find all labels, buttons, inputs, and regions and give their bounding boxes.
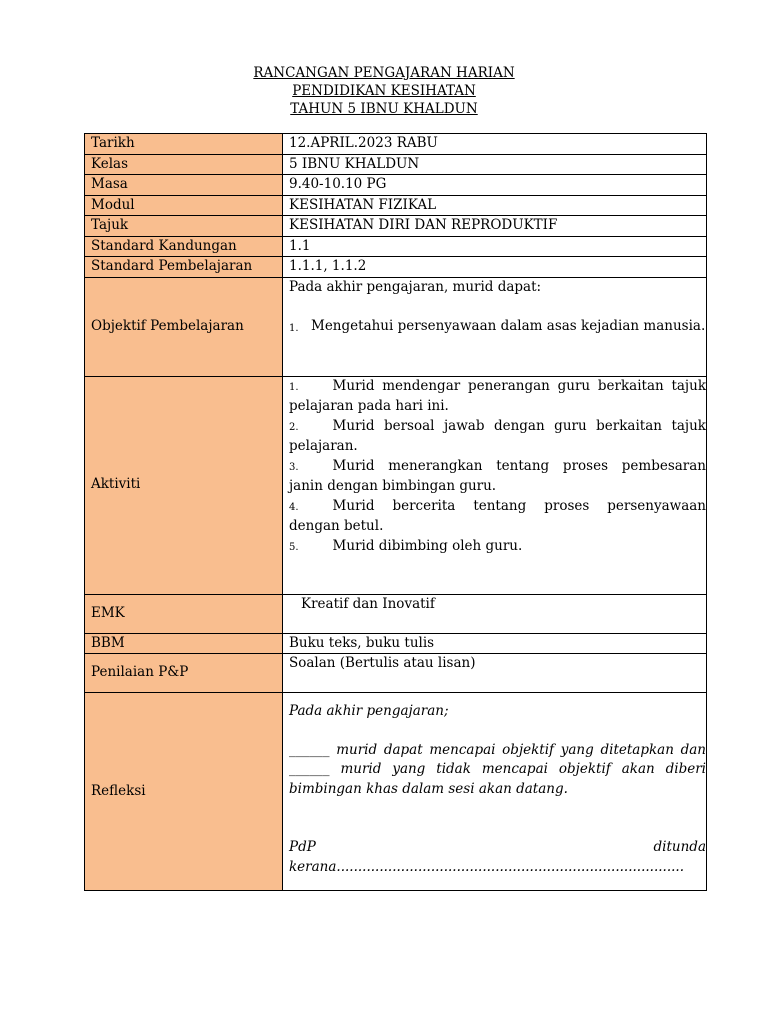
row-penilaian — [85, 654, 707, 693]
label-objektif: Objektif Pembelajaran — [85, 277, 283, 376]
value-emk — [283, 594, 707, 633]
lesson-plan-table — [84, 133, 707, 891]
aktiviti-item-number: 3. — [289, 461, 299, 473]
row-objektif — [85, 277, 707, 376]
aktiviti-item-text: Murid dibimbing oleh guru. — [332, 537, 523, 554]
label-penilaian: Penilaian P&P — [85, 654, 283, 693]
row-aktiviti — [85, 376, 707, 594]
aktiviti-item — [289, 537, 706, 558]
row-standard-pembelajaran — [85, 257, 707, 278]
refleksi-intro — [289, 702, 706, 722]
refleksi-pdp-right: ditunda — [653, 839, 706, 855]
label-standard-pembelajaran: Standard Pembelajaran — [85, 257, 283, 278]
refleksi-body-text: ______ murid dapat mencapai objektif yang ditetapkan dan ______ murid yang tidak mencapai objektif akan diberi bimbingan khas dalam sesi akan datang. — [289, 741, 706, 797]
value-kelas: 5 IBNU KHALDUN — [283, 154, 707, 175]
emk-text: Kreatif dan Inovatif — [301, 595, 435, 612]
label-tajuk: Tajuk — [85, 216, 283, 237]
value-penilaian: Soalan (Bertulis atau lisan) — [283, 654, 707, 693]
value-modul: KESIHATAN FIZIKAL — [283, 195, 707, 216]
objektif-item — [289, 317, 706, 339]
objektif-item-text: Mengetahui persenyawaan dalam asas kejadian manusia. — [311, 318, 706, 334]
label-emk: EMK — [85, 594, 283, 633]
aktiviti-item — [289, 457, 706, 497]
label-standard-kandungan: Standard Kandungan — [85, 236, 283, 257]
value-bbm: Buku teks, buku tulis — [283, 633, 707, 654]
aktiviti-item-text: Murid mendengar penerangan guru berkaitan tajuk pelajaran pada hari ini. — [289, 377, 706, 414]
label-refleksi: Refleksi — [85, 693, 283, 891]
aktiviti-item-text: Murid bersoal jawab dengan guru berkaitan tajuk pelajaran. — [289, 417, 706, 454]
aktiviti-item — [289, 377, 706, 417]
refleksi-pdp-left: PdP — [289, 839, 316, 855]
aktiviti-item-text: Murid bercerita tentang proses persenyawaan dengan betul. — [289, 497, 706, 534]
aktiviti-item — [289, 497, 706, 537]
refleksi-body — [289, 741, 706, 800]
heading-line-1: RANCANGAN PENGAJARAN HARIAN — [253, 65, 515, 81]
aktiviti-item-number: 2. — [289, 421, 299, 433]
row-kelas — [85, 154, 707, 175]
heading-line-3: TAHUN 5 IBNU KHALDUN — [290, 101, 478, 117]
row-bbm — [85, 633, 707, 654]
refleksi-pdp-line — [289, 838, 706, 858]
value-masa: 9.40-10.10 PG — [283, 175, 707, 196]
aktiviti-item-number: 5. — [289, 541, 299, 553]
value-aktiviti — [283, 376, 707, 594]
row-standard-kandungan — [85, 236, 707, 257]
value-objektif — [283, 277, 707, 376]
objektif-intro: Pada akhir pengajaran, murid dapat: — [289, 278, 542, 295]
label-bbm: BBM — [85, 633, 283, 654]
document-heading — [0, 64, 768, 118]
value-standard-pembelajaran: 1.1.1, 1.1.2 — [283, 257, 707, 278]
aktiviti-item-number: 1. — [289, 381, 299, 393]
row-modul — [85, 195, 707, 216]
value-refleksi — [283, 693, 707, 891]
refleksi-intro-text: Pada akhir pengajaran; — [289, 703, 449, 719]
aktiviti-item-number: 4. — [289, 501, 299, 513]
value-tarikh: 12.APRIL.2023 RABU — [283, 134, 707, 155]
label-aktiviti: Aktiviti — [85, 376, 283, 594]
row-masa — [85, 175, 707, 196]
aktiviti-item — [289, 417, 706, 457]
row-emk — [85, 594, 707, 633]
value-tajuk: KESIHATAN DIRI DAN REPRODUKTIF — [283, 216, 707, 237]
label-modul: Modul — [85, 195, 283, 216]
label-kelas: Kelas — [85, 154, 283, 175]
refleksi-kerana — [289, 858, 706, 878]
aktiviti-item-text: Murid menerangkan tentang proses pembesaran janin dengan bimbingan guru. — [289, 457, 706, 494]
label-masa: Masa — [85, 175, 283, 196]
label-tarikh: Tarikh — [85, 134, 283, 155]
objektif-item-number: 1. — [289, 323, 299, 334]
row-tajuk — [85, 216, 707, 237]
value-standard-kandungan: 1.1 — [283, 236, 707, 257]
row-refleksi — [85, 693, 707, 891]
heading-line-2: PENDIDIKAN KESIHATAN — [292, 83, 476, 99]
row-tarikh — [85, 134, 707, 155]
refleksi-kerana-text: kerana................................................................................. — [289, 858, 685, 875]
